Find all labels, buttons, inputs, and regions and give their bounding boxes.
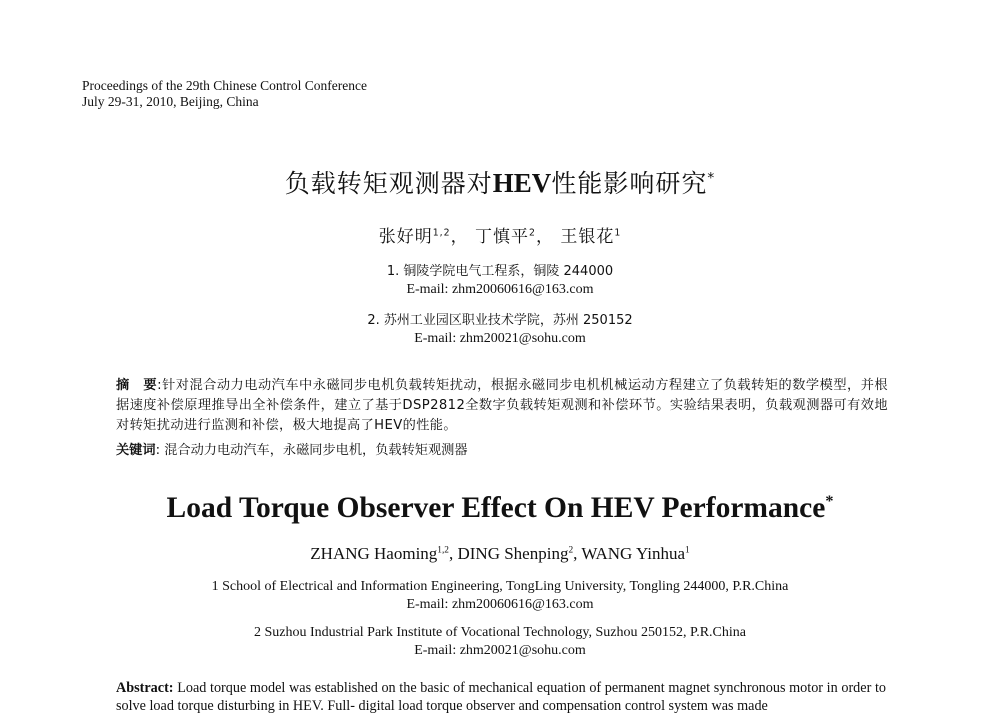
chinese-keywords-label: 关键词 [116,443,156,458]
english-title [0,489,1000,527]
author-name: ZHANG Haoming [310,544,438,563]
author-affiliation-mark: 2 [528,227,536,239]
affiliation-line: 1. 铜陵学院电气工程系，铜陵 244000 [386,264,614,279]
author-name: 丁慎平 [474,227,529,247]
author-separator: , [448,544,458,563]
author-separator: ， [535,227,554,247]
author-name: WANG Yinhua [581,544,686,563]
chinese-affiliation-1 [0,263,1000,299]
chinese-keywords-text: : 混合动力电动汽车，永磁同步电机，负载转矩观测器 [155,443,468,458]
author-separator: ， [450,227,469,247]
english-affiliation-2 [0,624,1000,660]
author-name: 张好明 [378,227,433,247]
author-affiliation-mark: 1 [614,227,622,239]
affiliation-email: E-mail: zhm20060616@163.com [406,597,594,612]
proceedings-name: Proceedings of the 29th Chinese Control Conference [82,78,367,93]
title-footnote-mark: * [707,170,716,187]
affiliation-email: E-mail: zhm20021@sohu.com [414,643,586,658]
english-abstract [116,679,886,715]
author-affiliation-mark: 1,2 [437,545,449,556]
author-name: 王银花 [560,227,615,247]
chinese-title-part-2: 性能影响研究 [551,169,708,198]
chinese-keywords [116,441,888,461]
english-affiliation-1 [0,578,1000,614]
english-abstract-text: Load torque model was established on the basic of mechanical equation of permanent magnet synchronous motor in order to solve load torque disturbing in HEV. Full- digital load torque observer and compensation control system was made [116,680,886,714]
affiliation-line: 1 School of Electrical and Information Engineering, TongLing University, Tongling 244000, P.R.China [211,579,789,594]
author-name: DING Shenping [457,544,569,563]
conference-date-location: July 29-31, 2010, Beijing, China [82,94,259,109]
author-affiliation-mark: 1,2 [432,227,451,239]
author-separator: , [573,544,582,563]
affiliation-email: E-mail: zhm20021@sohu.com [414,331,586,346]
author-affiliation-mark: 2 [568,545,574,556]
chinese-authors [0,225,1000,249]
chinese-abstract [116,376,888,436]
chinese-title-part-1: 负载转矩观测器对 [284,169,493,198]
chinese-title [0,166,1000,201]
chinese-title-hev: HEV [492,168,552,198]
english-abstract-label: Abstract: [116,680,174,696]
chinese-abstract-label: 摘 要 [116,378,158,393]
affiliation-line: 2 Suzhou Industrial Park Institute of Vocational Technology, Suzhou 250152, P.R.China [254,625,746,640]
english-title-text: Load Torque Observer Effect On HEV Performance [166,492,826,524]
author-affiliation-mark: 1 [685,545,690,556]
proceedings-header [82,78,367,110]
affiliation-email: E-mail: zhm20060616@163.com [406,282,594,297]
affiliation-line: 2. 苏州工业园区职业技术学院，苏州 250152 [367,313,633,328]
chinese-abstract-text: :针对混合动力电动汽车中永磁同步电机负载转矩扰动，根据永磁同步电机机械运动方程建立了负载转矩的数学模型，并根据速度补偿原理推导出全补偿条件，建立了基于DSP2812全数字负载转矩观测和补偿环节。实验结果表明，负载观测器可有效地对转矩扰动进行监测和补偿，极大地提高了HEV的性能。 [116,378,888,433]
chinese-affiliation-2 [0,312,1000,348]
english-authors [0,543,1000,565]
title-footnote-mark: * [825,492,834,511]
